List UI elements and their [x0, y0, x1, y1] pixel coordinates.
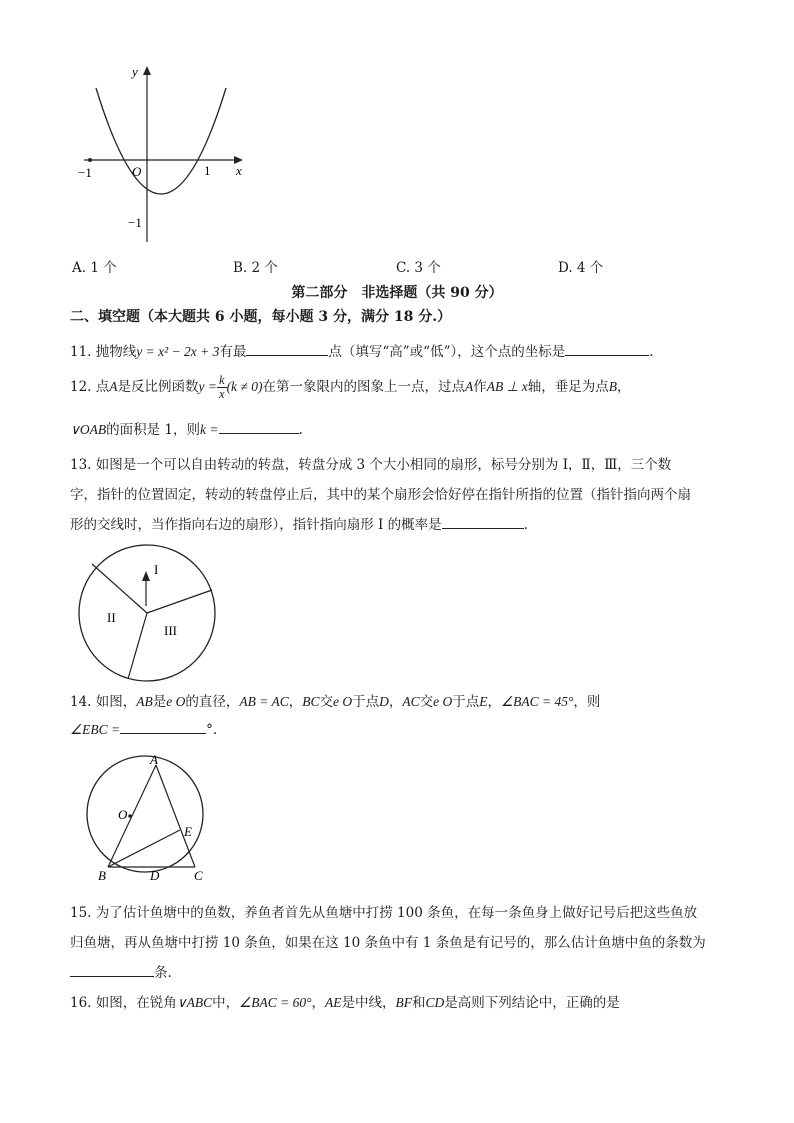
- question-12-line-2: [70, 418, 303, 438]
- spinner-divider-1: [92, 564, 147, 613]
- q16-t3: 是中线，: [341, 995, 396, 1011]
- q11-mid: 有最: [219, 344, 247, 360]
- q12-point-b: B: [608, 379, 617, 394]
- q16-t1: 中，: [212, 995, 240, 1011]
- neg-one-y-label: −1: [128, 215, 142, 230]
- q14-d: D: [379, 694, 389, 709]
- q12-fraction: [217, 374, 227, 401]
- q12-y-eq: y =: [198, 379, 217, 394]
- label-e: E: [184, 824, 192, 839]
- q14-t2: 的直径，: [185, 694, 240, 710]
- spinner-divider-3: [128, 613, 147, 679]
- q12-frac-den: x: [219, 387, 225, 401]
- q11-end: .: [649, 344, 654, 360]
- q14-t7: 交: [419, 694, 434, 710]
- one-x-label: 1: [204, 163, 211, 178]
- q12-point-a-2: A: [464, 379, 474, 394]
- q11-formula: y = x² − 2x + 3: [136, 344, 220, 359]
- question-16-line-1: [70, 991, 620, 1011]
- question-13-line-3: [70, 513, 528, 533]
- q12-k-eq: k =: [200, 422, 219, 437]
- label-d: D: [150, 868, 160, 883]
- q14-t5: 于点: [352, 694, 380, 710]
- q12-condition: (k ≠ 0): [226, 379, 263, 394]
- q16-t2: ，: [311, 995, 326, 1011]
- circle-o: [87, 756, 203, 872]
- sector-label-three: III: [164, 623, 177, 638]
- q12-point-a: A: [109, 379, 118, 394]
- q14-t10: ，则: [573, 694, 601, 710]
- question-15-line-3: [70, 961, 172, 981]
- question-12-line-1: [70, 374, 630, 401]
- center-point: [128, 814, 132, 818]
- q12-text4: 轴，垂足为点: [527, 379, 609, 395]
- label-b: B: [98, 868, 106, 883]
- option-c: C. 3 个: [396, 260, 441, 276]
- q11-mid2: 点（填写“高”或“低”），这个点的坐标是: [328, 344, 566, 360]
- option-a: A. 1 个: [72, 260, 117, 276]
- q14-t8: 于点: [452, 694, 480, 710]
- q12-perp: AB ⊥ x: [486, 379, 528, 394]
- segment-be: [108, 830, 180, 867]
- q14-blank[interactable]: [120, 732, 206, 734]
- q11-prefix: 11. 抛物线: [70, 344, 137, 360]
- neg-one-x-label: −1: [78, 165, 92, 180]
- q13-line3-text: 形的交线时，当作指向右边的扇形），指针指向扇形 Ⅰ 的概率是: [70, 517, 442, 533]
- question-14-line-2: [70, 722, 217, 738]
- q12-comma: ，: [616, 379, 631, 395]
- q14-circle-o-1: e O: [166, 694, 186, 709]
- spinner-divider-2: [147, 590, 212, 613]
- q12-triangle: ∨OAB: [70, 422, 107, 437]
- q16-t4: 和: [412, 995, 426, 1011]
- y-axis-label: y: [132, 64, 138, 79]
- q14-bc: BC: [302, 694, 320, 709]
- label-a: A: [150, 752, 158, 767]
- sector-label-two: II: [107, 610, 116, 625]
- q12-blank[interactable]: [219, 432, 299, 434]
- label-c: C: [194, 868, 203, 883]
- pointer-arrow-icon: [142, 571, 150, 581]
- x-axis-label: x: [236, 163, 242, 178]
- q14-eq1: AB = AC: [239, 694, 289, 709]
- q12-frac-num: k: [219, 373, 225, 387]
- q11-blank-1[interactable]: [246, 354, 328, 356]
- q14-ab: AB: [136, 694, 153, 709]
- q14-t4: 交: [319, 694, 334, 710]
- q14-t9: ，: [487, 694, 502, 710]
- q15-line3-end: 条.: [154, 965, 172, 981]
- q14-e: E: [479, 694, 488, 709]
- q16-prefix: 16. 如图，在锐角: [70, 995, 177, 1011]
- q16-angle: ∠BAC = 60°: [239, 995, 312, 1010]
- q12-text1: 是反比例函数: [117, 379, 199, 395]
- q12-text3: 作: [473, 379, 487, 395]
- q14-prefix: 14. 如图，: [70, 694, 137, 710]
- parabola-graph: [76, 60, 256, 250]
- q16-ae: AE: [325, 995, 342, 1010]
- point-neg-one: [88, 158, 92, 162]
- q12-prefix: 12. 点: [70, 379, 110, 395]
- option-b: B. 2 个: [233, 260, 278, 276]
- question-15-line-2: 归鱼塘，再从鱼塘中打捞 10 条鱼，如果在这 10 条鱼中有 1 条鱼是有记号的，那么估计鱼塘中鱼的条数为: [70, 935, 706, 951]
- part-heading: 二、填空题（本大题共 6 小题，每小题 3 分，满分 18 分.）: [70, 309, 452, 325]
- section-title: 第二部分 非选择题（共 90 分）: [291, 285, 503, 301]
- q13-blank[interactable]: [442, 527, 524, 529]
- q15-blank[interactable]: [70, 975, 154, 977]
- question-14-line-1: [70, 690, 600, 710]
- q16-triangle: ∨ABC: [176, 995, 213, 1010]
- parabola-curve: [96, 88, 226, 194]
- q16-bf: BF: [395, 995, 413, 1010]
- segment-ab: [108, 765, 156, 867]
- origin-label: O: [132, 164, 142, 179]
- q14-ebc: ∠EBC =: [70, 722, 121, 737]
- q16-cd: CD: [425, 995, 445, 1010]
- q14-t1: 是: [152, 694, 167, 710]
- question-13-line-1: 13. 如图是一个可以自由转动的转盘，转盘分成 3 个大小相同的扇形，标号分别为 Ⅰ，Ⅱ，Ⅲ，三个数: [70, 457, 672, 473]
- question-13-line-2: 字，指针的位置固定，转动的转盘停止后，其中的某个扇形会恰好停在指针所指的位置（指针指向两个扇: [70, 487, 691, 503]
- q14-ac: AC: [402, 694, 420, 709]
- spinner-figure: [72, 544, 222, 684]
- y-axis-arrow-icon: [143, 66, 151, 75]
- q12-text2: 在第一象限内的图象上一点，过点: [262, 379, 465, 395]
- q16-t5: 是高则下列结论中，正确的是: [444, 995, 620, 1011]
- q14-line2-end: °.: [206, 722, 218, 738]
- q12-line2-text: 的面积是 1，则: [106, 422, 201, 438]
- sector-label-one: I: [154, 562, 159, 577]
- question-11: [70, 340, 654, 360]
- label-o: O: [118, 807, 128, 822]
- q12-end: .: [298, 422, 303, 438]
- q13-end: .: [523, 517, 528, 533]
- q14-t6: ，: [388, 694, 403, 710]
- question-15-line-1: 15. 为了估计鱼塘中的鱼数，养鱼者首先从鱼塘中打捞 100 条鱼，在每一条鱼身上做好记号后把这些鱼放: [70, 905, 698, 921]
- q14-t3: ，: [288, 694, 303, 710]
- q14-circle-o-3: e O: [433, 694, 453, 709]
- q11-blank-2[interactable]: [565, 354, 649, 356]
- q14-circle-o-2: e O: [333, 694, 353, 709]
- q14-angle: ∠BAC = 45°: [501, 694, 574, 709]
- option-d: D. 4 个: [558, 260, 604, 276]
- segment-ac: [156, 765, 195, 867]
- circle-triangle-figure: [70, 752, 220, 887]
